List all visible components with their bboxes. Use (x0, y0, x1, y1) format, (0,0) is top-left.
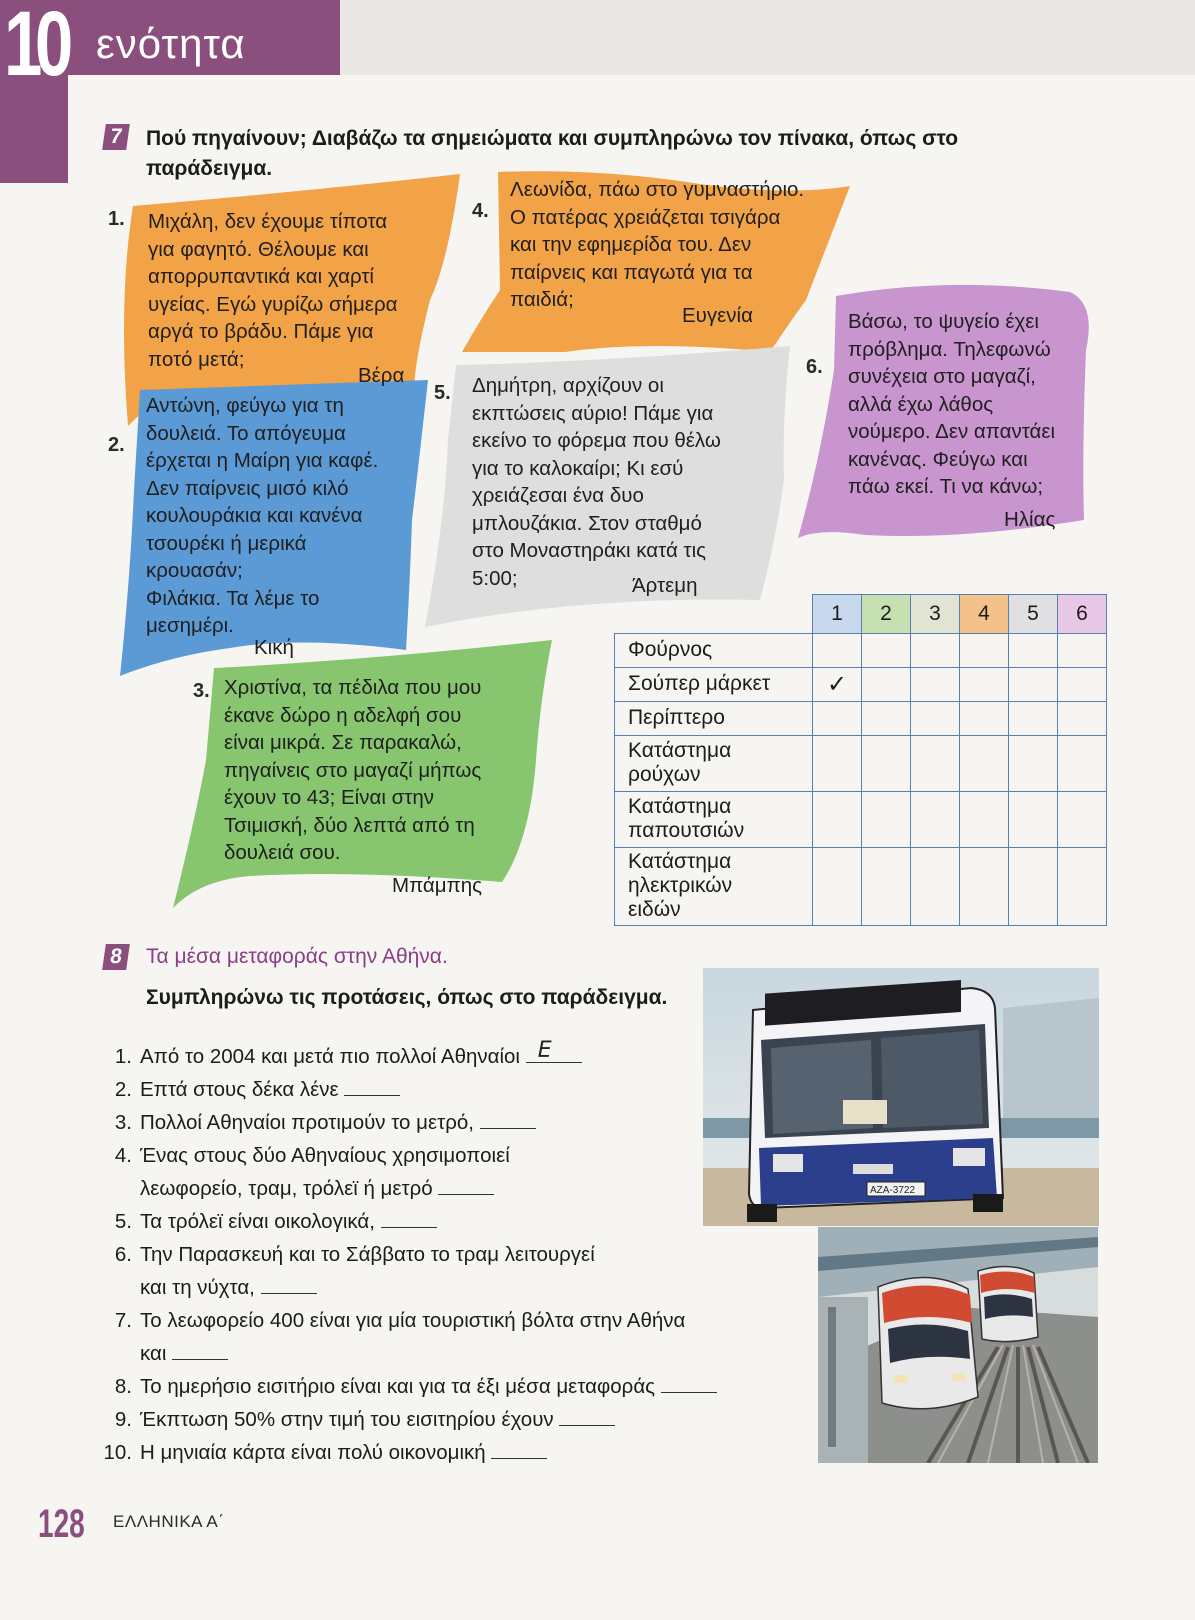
sentence-text: Τα τρόλεϊ είναι οικολογικά, (140, 1210, 375, 1233)
note-1-signature: Βέρα (358, 364, 405, 387)
sentence-line (96, 1106, 536, 1139)
note-6-line: συνέχεια στο μαγαζί, (848, 365, 1036, 388)
table-cell[interactable] (813, 701, 862, 735)
note-1-line: ποτό μετά; (148, 347, 245, 371)
table-cell[interactable] (862, 791, 911, 847)
note-4-line: Λεωνίδα, πάω στο γυμναστήριο. (510, 178, 805, 201)
note-2-line: κουλουράκια και κανένα (146, 504, 363, 527)
answer-blank[interactable] (438, 1172, 494, 1195)
table-cell[interactable] (911, 667, 960, 701)
table-cell[interactable] (1009, 667, 1058, 701)
note-2-line: τσουρέκι ή μερικά (146, 531, 307, 555)
table-cell[interactable] (1058, 667, 1107, 701)
table-cell[interactable] (862, 735, 911, 791)
sentence-text: Η μηνιαία κάρτα είναι πολύ οικονομική (140, 1441, 486, 1464)
sentence-item (96, 1403, 615, 1436)
table-cell[interactable] (911, 633, 960, 667)
sentence-number: 2. (114, 1078, 132, 1101)
table-cell[interactable] (813, 847, 862, 925)
table-row-label-line: Κατάστημα (628, 795, 732, 818)
sentence-line (96, 1073, 400, 1106)
exercise-8-number: 8 (102, 944, 130, 970)
sentence-text: και τη νύχτα, (140, 1276, 255, 1299)
table-cell[interactable] (813, 791, 862, 847)
note-6-line: πρόβλημα. Τηλεφωνώ (848, 337, 1051, 361)
table-row (615, 735, 1107, 791)
sentence-item (96, 1106, 536, 1139)
table-row-label-line: Περίπτερο (628, 706, 725, 729)
note-3-line: Χριστίνα, τα πέδιλα που μου (224, 676, 482, 699)
note-2-line: δουλειά. Το απόγευμα (146, 421, 346, 445)
note-6-line: κανένας. Φεύγω και (848, 447, 1028, 471)
note-2-line: Φιλάκια. Τα λέμε το (146, 586, 320, 610)
note-1-number: 1. (108, 208, 125, 230)
note-6-signature: Ηλίας (1004, 508, 1056, 531)
note-3-line: πηγαίνεις στο μαγαζί μήπως (224, 758, 482, 782)
table-cell[interactable] (960, 633, 1009, 667)
sentence-text: Πολλοί Αθηναίοι προτιμούν το μετρό, (140, 1111, 474, 1134)
sentence-line (96, 1205, 437, 1238)
note-1-line: απορρυπαντικά και χαρτί (148, 265, 374, 288)
sentence-number: 3. (114, 1111, 132, 1134)
table-row (615, 633, 1107, 667)
unit-number: 10 (4, 0, 66, 95)
note-1-line: για φαγητό. Θέλουμε και (148, 237, 369, 261)
table-cell[interactable] (960, 667, 1009, 701)
table-row-label-line: Φούρνος (628, 638, 713, 661)
sentence-number: 8. (114, 1375, 132, 1398)
note-5-number: 5. (434, 382, 451, 404)
table-row-label (615, 791, 813, 847)
note-5-line: εκπτώσεις αύριο! Πάμε για (472, 401, 714, 425)
sentence-number: 10. (103, 1441, 132, 1464)
sentence-number: 4. (114, 1144, 132, 1167)
table-row-label (615, 667, 813, 701)
table-corner (615, 595, 671, 627)
table-header-6: 6 (1058, 595, 1107, 634)
sentence-line (96, 1139, 510, 1172)
table-cell[interactable] (911, 847, 960, 925)
note-2-line: Δεν παίρνεις μισό κιλό (146, 476, 349, 500)
note-2-line: μεσημέρι. (146, 614, 234, 637)
table-header-4: 4 (960, 595, 1009, 634)
sentence-text: Την Παρασκευή και το Σάββατο το τραμ λειτουργεί (140, 1243, 595, 1266)
sentence-line (96, 1040, 582, 1073)
table-body (615, 633, 1107, 925)
table-cell[interactable] (960, 847, 1009, 925)
sentence-item (96, 1073, 400, 1106)
note-2-line: Αντώνη, φεύγω για τη (146, 394, 344, 417)
bus-plate: AZA-3722 (870, 1185, 916, 1196)
table-row-label (615, 701, 813, 735)
book-title: ΕΛΛΗΝΙΚΑ Α΄ (113, 1512, 225, 1531)
table-cell[interactable] (862, 847, 911, 925)
unit-word: ενότητα (96, 20, 246, 67)
table-cell[interactable] (862, 667, 911, 701)
exercise-7-number: 7 (102, 124, 130, 150)
sentence-line (96, 1238, 595, 1271)
table-cell[interactable] (1009, 847, 1058, 925)
answer-blank[interactable] (480, 1106, 536, 1129)
note-5-line: Δημήτρη, αρχίζουν οι (472, 374, 664, 397)
sentence-line (96, 1304, 685, 1337)
note-6-line: Βάσω, το ψυγείο έχει (848, 310, 1039, 333)
sentence-line (96, 1271, 595, 1304)
table-row (615, 847, 1107, 925)
note-6-number: 6. (806, 356, 823, 378)
note-5-line: 5:00; (472, 566, 518, 590)
sentence-number: 9. (114, 1408, 132, 1431)
table-row-label-line: παπουτσιών (628, 819, 745, 842)
note-4-line: Ο πατέρας χρειάζεται τσιγάρα (510, 205, 781, 229)
table-cell[interactable] (1058, 791, 1107, 847)
sentence-item (96, 1238, 595, 1304)
note-5-line: για το καλοκαίρι; Κι εσύ (472, 456, 684, 480)
exercise-8-title: Τα μέσα μεταφοράς στην Αθήνα. (146, 945, 448, 968)
answer-blank[interactable] (261, 1271, 317, 1294)
sentence-text: Επτά στους δέκα λένε (140, 1078, 339, 1101)
sentence-line (96, 1337, 685, 1370)
table-cell[interactable] (813, 633, 862, 667)
sentence-item (96, 1370, 717, 1403)
note-5 (472, 372, 772, 592)
note-2-signature: Κική (254, 636, 294, 659)
exercise-8-instruction: Συμπληρώνω τις προτάσεις, όπως στο παράδειγμα. (146, 986, 668, 1009)
note-4-line: παιδιά; (510, 288, 574, 311)
note-4-line: και την εφημερίδα του. Δεν (510, 233, 752, 256)
table-header-1: 1 (813, 595, 862, 634)
sentence-text: Το ημερήσιο εισιτήριο είναι και για τα έξι μέσα μεταφοράς (140, 1375, 656, 1398)
table-header-3: 3 (911, 595, 960, 634)
table-row-label-line: ρούχων (628, 763, 701, 786)
sentence-number: 7. (114, 1309, 132, 1332)
sentence-line (96, 1436, 547, 1469)
table-cell[interactable] (1058, 633, 1107, 667)
table-cell[interactable] (911, 735, 960, 791)
note-3-line: έκανε δώρο η αδελφή σου (224, 703, 462, 727)
sentence-number: 1. (114, 1045, 132, 1068)
table-row (615, 791, 1107, 847)
note-2-line: κρουασάν; (146, 559, 243, 582)
note-2 (146, 392, 426, 640)
sentence-line (96, 1370, 717, 1403)
sentence-text: Από το 2004 και μετά πιο πολλοί Αθηναίοι (140, 1045, 520, 1068)
table-cell[interactable] (1009, 633, 1058, 667)
note-6-line: πάω εκεί. Τι να κάνω; (848, 475, 1044, 498)
table-cell[interactable] (960, 735, 1009, 791)
note-5-signature: Άρτεμη (632, 574, 698, 597)
table-cell[interactable] (862, 633, 911, 667)
page-number: 128 (38, 1502, 85, 1546)
table-cell[interactable] (1009, 735, 1058, 791)
table-cell[interactable] (911, 701, 960, 735)
table-cell[interactable] (1009, 701, 1058, 735)
note-3-signature: Μπάμπης (392, 874, 483, 897)
note-1-line: υγείας. Εγώ γυρίζω σήμερα (148, 292, 398, 316)
sentence-text: λεωφορείο, τραμ, τρόλεϊ ή μετρό (140, 1177, 433, 1200)
answer-blank[interactable] (559, 1403, 615, 1426)
exercise-7-instruction-line1: Πού πηγαίνουν; Διαβάζω τα σημειώματα και συμπληρώνω τον πίνακα, όπως στο (146, 127, 959, 150)
note-5-line: χρειάζεσαι ένα δυο (472, 484, 644, 507)
table-row-label-line: Κατάστημα (628, 850, 732, 873)
answer-blank[interactable] (661, 1370, 717, 1393)
note-3-line: έχουν το 43; Είναι στην (224, 786, 434, 809)
note-1-line: Μιχάλη, δεν έχουμε τίποτα (148, 210, 388, 233)
table-row-label (615, 847, 813, 925)
note-4-line: παίρνεις και παγωτά για τα (510, 260, 753, 284)
sentence-text: Ένας στους δύο Αθηναίους χρησιμοποιεί (140, 1144, 510, 1167)
answer-blank[interactable] (491, 1436, 547, 1459)
table-cell[interactable] (1058, 701, 1107, 735)
note-4-number: 4. (472, 200, 489, 222)
table-header-2: 2 (862, 595, 911, 634)
table-cell[interactable] (1058, 735, 1107, 791)
table-row-label-line: Κατάστημα (628, 739, 732, 762)
note-3-line: δουλειά σου. (224, 841, 341, 864)
table-row-label (615, 735, 813, 791)
sentence-item (96, 1205, 437, 1238)
sentence-line (96, 1172, 510, 1205)
exercise-7-instruction-line2: παράδειγμα. (146, 157, 273, 180)
table-cell[interactable] (1058, 847, 1107, 925)
note-5-line: μπλουζάκια. Στον σταθμό (472, 511, 702, 535)
table-row (615, 667, 1107, 701)
note-1 (148, 208, 438, 373)
sentence-number: 6. (114, 1243, 132, 1266)
table-row-label (615, 633, 813, 667)
sentence-line (96, 1403, 615, 1436)
note-6-line: νούμερο. Δεν απαντάει (848, 420, 1056, 443)
sentence-text: και (140, 1342, 167, 1365)
sentence-number: 5. (114, 1210, 132, 1233)
sentence-item (96, 1304, 685, 1370)
answer-text: Ε (537, 1038, 552, 1063)
table-row-label-line: ειδών (628, 898, 681, 921)
note-5-line: εκείνο το φόρεμα που θέλω (472, 429, 721, 452)
answer-blank[interactable] (526, 1040, 582, 1063)
table-cell[interactable]: ✓ (813, 667, 862, 701)
note-4-signature: Ευγενία (682, 304, 753, 327)
note-3-line: είναι μικρά. Σε παρακαλώ, (224, 731, 462, 754)
sentence-item (96, 1436, 547, 1469)
bus-photo (703, 968, 1099, 1226)
note-6 (848, 308, 1088, 501)
metro-photo (818, 1227, 1098, 1463)
table-row-label-line: Σούπερ μάρκετ (628, 672, 771, 695)
table-cell[interactable] (911, 791, 960, 847)
note-1-line: αργά το βράδυ. Πάμε για (148, 320, 374, 343)
note-3-number: 3. (193, 680, 210, 702)
table-cell[interactable] (960, 791, 1009, 847)
table-cell[interactable] (862, 701, 911, 735)
note-2-number: 2. (108, 434, 125, 456)
table-row (615, 701, 1107, 735)
table-header-5: 5 (1009, 595, 1058, 634)
sentence-text: Έκπτωση 50% στην τιμή του εισιτηρίου έχουν (140, 1408, 554, 1431)
sentence-item (96, 1040, 582, 1073)
note-4 (510, 176, 850, 314)
note-2-line: έρχεται η Μαίρη για καφέ. (146, 449, 379, 472)
sentence-item (96, 1139, 510, 1205)
note-3-line: Τσιμισκή, δύο λεπτά από τη (224, 813, 475, 837)
note-5-line: στο Μοναστηράκι κατά τις (472, 539, 707, 562)
note-6-line: αλλά έχω λάθος (848, 392, 994, 416)
note-3 (224, 674, 534, 867)
table-cell[interactable] (813, 735, 862, 791)
table-cell[interactable] (960, 701, 1009, 735)
shops-table (614, 594, 1107, 926)
answer-blank[interactable] (381, 1205, 437, 1228)
answer-blank[interactable] (344, 1073, 400, 1096)
sentence-text: Το λεωφορείο 400 είναι για μία τουριστική βόλτα στην Αθήνα (140, 1309, 686, 1332)
table-cell[interactable] (1009, 791, 1058, 847)
table-row-label-line: ηλεκτρικών (628, 874, 733, 897)
answer-blank[interactable] (172, 1337, 228, 1360)
